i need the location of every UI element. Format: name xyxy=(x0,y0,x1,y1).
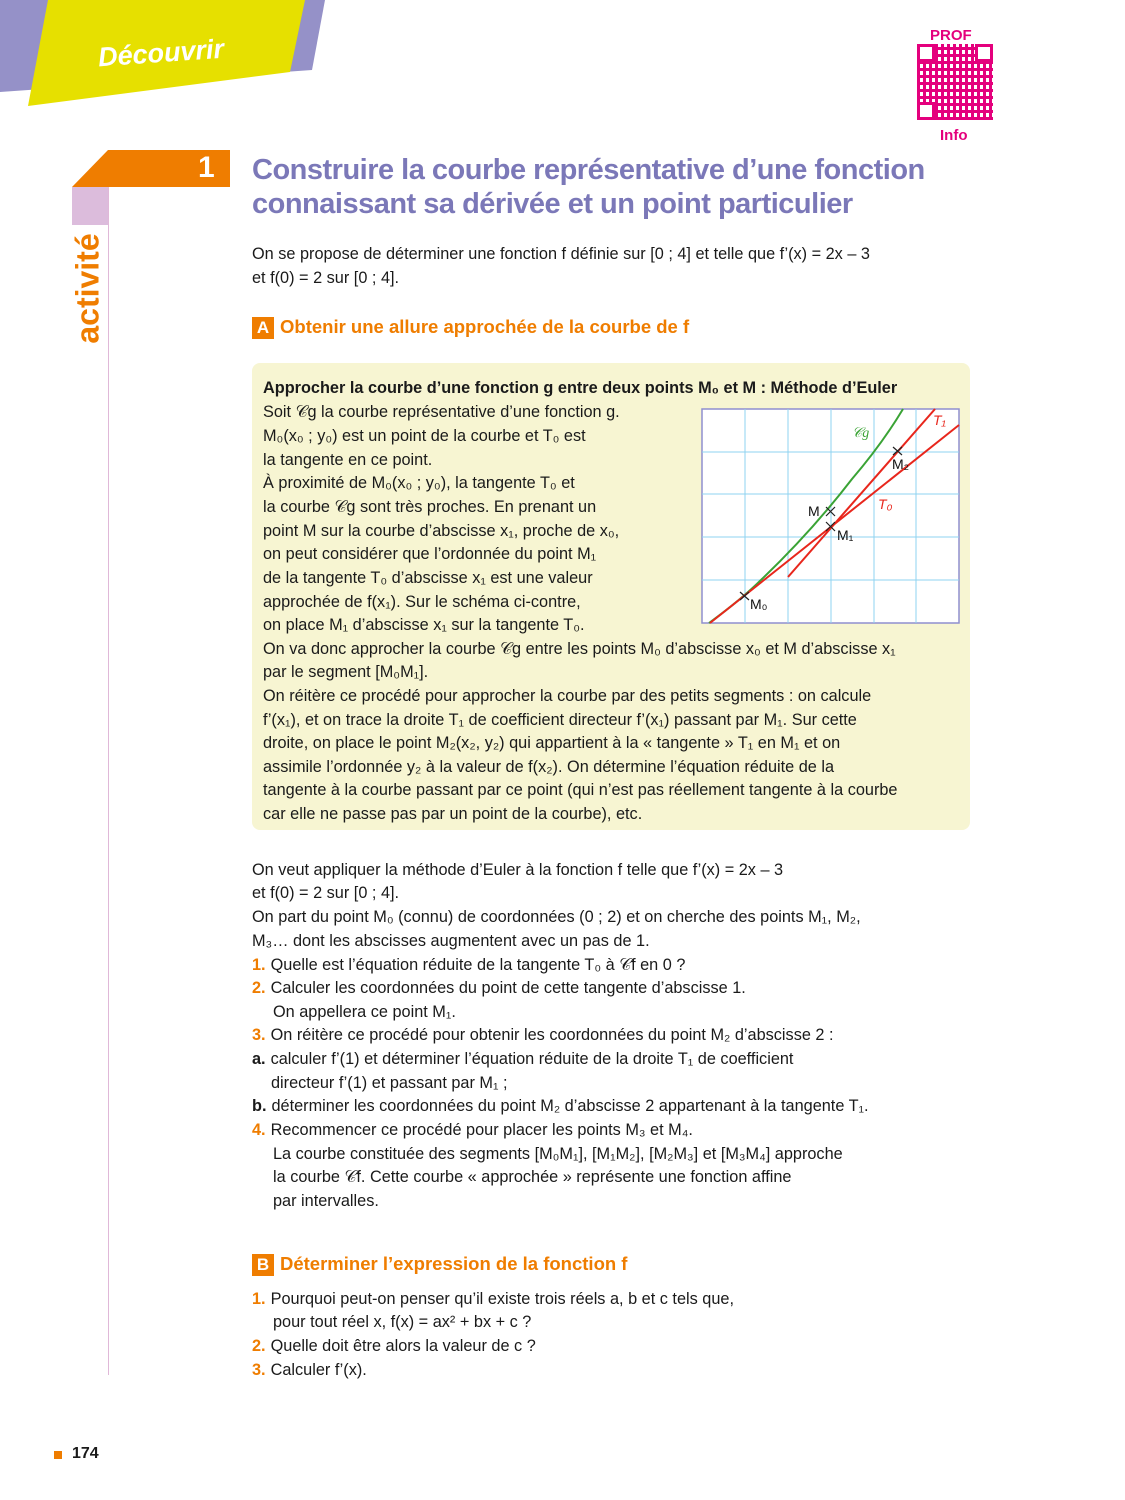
question-letter: b. xyxy=(252,1097,267,1115)
box-line: Soit 𝒞g la courbe représentative d’une fonction g. xyxy=(263,403,620,421)
question-b2 xyxy=(252,1336,536,1356)
question-b1 xyxy=(252,1289,734,1309)
section-a-badge: A xyxy=(252,317,274,339)
question-text: Quelle doit être alors la valeur de c ? xyxy=(270,1337,536,1355)
euler-diagram xyxy=(702,409,959,623)
question-text: calculer f’(1) et déterminer l’équation réduite de la droite T₁ de coefficient xyxy=(270,1050,794,1068)
header-tab-label: Découvrir xyxy=(97,33,225,73)
label-m2: M₂ xyxy=(892,456,910,472)
activity-number: 1 xyxy=(198,151,215,184)
label-cg: 𝒞g xyxy=(852,426,870,441)
question-number: 2. xyxy=(252,1337,266,1355)
question-continuation: par intervalles. xyxy=(273,1192,379,1210)
intro-line: On se propose de déterminer une fonction f définie sur [0 ; 4] et telle que f’(x) = 2x – 3 xyxy=(252,245,870,263)
section-b-title: Déterminer l’expression de la fonction f xyxy=(280,1253,628,1274)
question-continuation: La courbe constituée des segments [M₀M₁], [M₁M₂], [M₂M₃] et [M₃M₄] approche xyxy=(273,1145,843,1163)
label-t0: T₀ xyxy=(878,496,893,512)
text-line: et f(0) = 2 sur [0 ; 4]. xyxy=(252,884,400,902)
box-line: tangente à la courbe passant par ce point (qui n’est pas réellement tangente à la courbe xyxy=(263,781,898,799)
box-line: point M sur la courbe d’abscisse x₁, proche de x₀, xyxy=(263,522,620,540)
box-line: la courbe 𝒞g sont très proches. En prenant un xyxy=(263,498,597,516)
margin-rule xyxy=(108,187,109,1375)
question-a3b xyxy=(252,1096,869,1116)
label-m1: M₁ xyxy=(837,527,854,543)
box-line: On réitère ce procédé pour approcher la courbe par des petits segments : on calcule xyxy=(263,687,872,705)
question-a2 xyxy=(252,978,746,998)
question-text: déterminer les coordonnées du point M₂ d’abscisse 2 appartenant à la tangente T₁. xyxy=(271,1097,869,1115)
question-number: 4. xyxy=(252,1121,266,1139)
question-continuation: la courbe 𝒞f. Cette courbe « approchée » représente une fonction affine xyxy=(273,1168,792,1186)
question-letter: a. xyxy=(252,1050,266,1068)
qr-label-prof: PROF xyxy=(930,27,972,44)
qr-code[interactable] xyxy=(917,44,993,120)
box-line: f’(x₁), et on trace la droite T₁ de coefficient directeur f’(x₁) passant par M₁. Sur cette xyxy=(263,711,857,729)
section-b-badge: B xyxy=(252,1254,274,1276)
text-line: M₃… dont les abscisses augmentent avec un pas de 1. xyxy=(252,932,650,950)
text-line: On part du point M₀ (connu) de coordonnées (0 ; 2) et on cherche des points M₁, M₂, xyxy=(252,908,861,926)
question-text: Quelle est l’équation réduite de la tangente T₀ à 𝒞f en 0 ? xyxy=(270,956,686,974)
question-a3 xyxy=(252,1025,834,1045)
box-title: Approcher la courbe d’une fonction g entre deux points M₀ et M : Méthode d’Euler xyxy=(263,379,898,397)
question-a1 xyxy=(252,955,685,975)
question-number: 3. xyxy=(252,1361,266,1379)
question-number: 1. xyxy=(252,1290,266,1308)
text-line: On veut appliquer la méthode d’Euler à la fonction f telle que f’(x) = 2x – 3 xyxy=(252,861,784,879)
question-text: Calculer les coordonnées du point de cette tangente d’abscisse 1. xyxy=(270,979,746,997)
box-line: on place M₁ d’abscisse x₁ sur la tangente T₀. xyxy=(263,616,585,634)
question-text: Calculer f’(x). xyxy=(270,1361,367,1379)
activity-title-line1: Construire la courbe représentative d’une fonction xyxy=(252,154,925,186)
question-a3a xyxy=(252,1049,793,1069)
question-text: On réitère ce procédé pour obtenir les coordonnées du point M₂ d’abscisse 2 : xyxy=(270,1026,834,1044)
question-a4 xyxy=(252,1120,693,1140)
box-line: on peut considérer que l’ordonnée du point M₁ xyxy=(263,545,597,563)
question-number: 3. xyxy=(252,1026,266,1044)
question-continuation: directeur f’(1) et passant par M₁ ; xyxy=(271,1074,508,1092)
activity-color-bar xyxy=(72,187,108,225)
box-line: car elle ne passe pas par un point de la courbe), etc. xyxy=(263,805,643,823)
question-text: Pourquoi peut-on penser qu’il existe trois réels a, b et c tels que, xyxy=(270,1290,734,1308)
label-m: M xyxy=(808,503,820,519)
activity-title-line2: connaissant sa dérivée et un point particulier xyxy=(252,188,853,220)
box-line: approchée de f(x₁). Sur le schéma ci-contre, xyxy=(263,593,581,611)
activity-label: activité xyxy=(69,233,106,344)
box-line: droite, on place le point M₂(x₂, y₂) qui appartient à la « tangente » T₁ en M₁ et on xyxy=(263,734,841,752)
section-a-title: Obtenir une allure approchée de la courbe de f xyxy=(280,316,690,337)
box-line: assimile l’ordonnée y₂ à la valeur de f(x₂). On détermine l’équation réduite de la xyxy=(263,758,835,776)
page-number-marker xyxy=(54,1451,62,1459)
intro-line: et f(0) = 2 sur [0 ; 4]. xyxy=(252,269,400,287)
box-line: À proximité de M₀(x₀ ; y₀), la tangente T₀ et xyxy=(263,474,575,492)
question-continuation: pour tout réel x, f(x) = ax² + bx + c ? xyxy=(273,1313,532,1331)
section-a-heading xyxy=(252,316,689,339)
question-text: Recommencer ce procédé pour placer les points M₃ et M₄. xyxy=(270,1121,693,1139)
question-continuation: On appellera ce point M₁. xyxy=(273,1003,456,1021)
label-t1: T₁ xyxy=(933,412,946,428)
box-line: M₀(x₀ ; y₀) est un point de la courbe et T₀ est xyxy=(263,427,586,445)
qr-label-info: Info xyxy=(940,127,968,144)
page-number: 174 xyxy=(72,1445,99,1462)
question-number: 1. xyxy=(252,956,266,974)
box-line: On va donc approcher la courbe 𝒞g entre les points M₀ d’abscisse x₀ et M d’abscisse x₁ xyxy=(263,640,896,658)
box-line: la tangente en ce point. xyxy=(263,451,433,469)
question-b3 xyxy=(252,1360,367,1380)
question-number: 2. xyxy=(252,979,266,997)
box-line: par le segment [M₀M₁]. xyxy=(263,663,429,681)
label-m0: M₀ xyxy=(750,596,768,612)
section-b-heading xyxy=(252,1253,627,1276)
box-line: de la tangente T₀ d’abscisse x₁ est une valeur xyxy=(263,569,593,587)
